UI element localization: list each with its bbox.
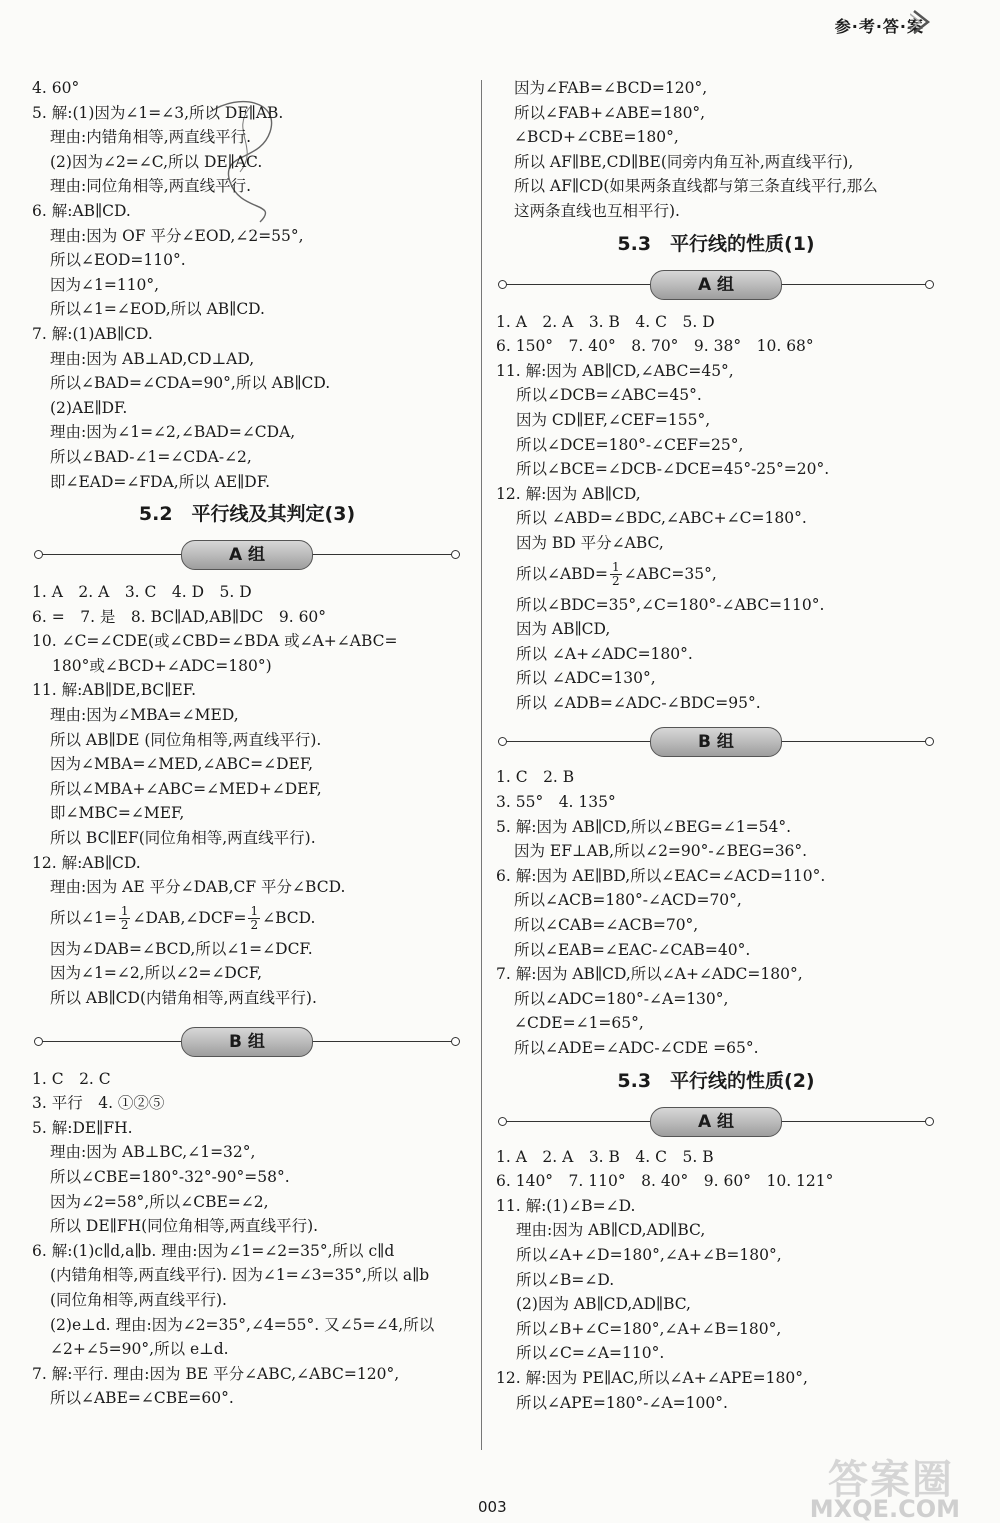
answer-line: 所以∠CBE=180°-32°-90°=58°. (50, 1167, 290, 1186)
answer-line: 所以∠ABE=∠CBE=60°. (50, 1389, 234, 1408)
answer-line: 所以∠DCB=∠ABC=45°. (516, 386, 702, 405)
fraction (610, 561, 622, 588)
answer-line: 所以 AF∥CD(如果两条直线都与第三条直线平行,那么 (514, 177, 878, 196)
answer-line: (2)因为∠2=∠C,所以 DE∥AC. (50, 152, 263, 171)
answer-line: 所以∠1=∠EOD,所以 AB∥CD. (50, 300, 265, 319)
answer-line: 所以∠C=∠A=110°. (516, 1344, 665, 1363)
right-column (496, 76, 936, 1415)
answer-line: 所以∠B+∠C=180°,∠A+∠B=180°, (516, 1319, 782, 1338)
answer-line: 所以 BC∥EF(同位角相等,两直线平行). (50, 829, 316, 848)
answer-line: (2)因为 AB∥CD,AD∥BC, (516, 1295, 691, 1314)
answer-line: 理由:因为∠1=∠2,∠BAD=∠CDA, (50, 423, 296, 442)
answer-line: 所以 ∠ADC=130°, (516, 669, 656, 688)
watermark-url: MXQE.COM (809, 1495, 960, 1523)
fraction-numerator: 1 (612, 560, 620, 574)
answer-line: 即∠EAD=∠FDA,所以 AE∥DF. (50, 472, 270, 491)
answer-line: 所以∠BDC=35°,∠C=180°-∠ABC=110°. (516, 595, 825, 614)
answer-line: 因为∠1=∠2,所以∠2=∠DCF, (50, 964, 262, 983)
text-span: ∠DAB,∠DCF= (132, 908, 247, 927)
answer-line: 理由:因为 AE 平分∠DAB,CF 平分∠BCD. (50, 878, 346, 897)
group-a-banner (496, 1101, 936, 1141)
answer-line: 理由:因为 AB⊥BC,∠1=32°, (50, 1143, 256, 1162)
column-divider (481, 80, 482, 1450)
answer-line: 3. 平行 4. ①②⑤ (32, 1094, 165, 1113)
answer-line: 6. 140° 7. 110° 8. 40° 9. 60° 10. 121° (496, 1172, 834, 1191)
answer-line: 11. 解:(1)∠B=∠D. (496, 1196, 636, 1215)
answer-line: 5. 解:(1)因为∠1=∠3,所以 DE∥AB. (32, 103, 284, 122)
text-span: ∠ABC=35°, (623, 564, 717, 583)
answer-line: 5. 解:因为 AB∥CD,所以∠BEG=∠1=54°. (496, 817, 792, 836)
answer-line: 7. 解:因为 AB∥CD,所以∠A+∠ADC=180°, (496, 965, 803, 984)
answer-line: 所以 AB∥DE (同位角相等,两直线平行). (50, 730, 322, 749)
answer-line: 1. A 2. A 3. C 4. D 5. D (32, 583, 252, 602)
answer-line: 所以∠MBA+∠ABC=∠MED+∠DEF, (50, 779, 322, 798)
answer-line: 所以∠A+∠D=180°,∠A+∠B=180°, (516, 1245, 782, 1264)
answer-line: 12. 解:因为 PE∥AC,所以∠A+∠APE=180°, (496, 1368, 808, 1387)
fraction (248, 905, 260, 932)
answer-line: 所以∠B=∠D. (516, 1270, 615, 1289)
answer-line: 7. 解:(1)AB∥CD. (32, 324, 153, 343)
answer-line: 所以 AB∥CD(内错角相等,两直线平行). (50, 989, 317, 1007)
chevron-right-icon (910, 8, 934, 36)
answer-line: 理由:内错角相等,两直线平行. (50, 128, 252, 147)
answer-line: 所以 ∠ABD=∠BDC,∠ABC+∠C=180°. (516, 509, 807, 528)
answer-line: 6. = 7. 是 8. BC∥AD,AB∥DC 9. 60° (32, 607, 327, 626)
group-label: B 组 (650, 727, 782, 757)
answer-line: 12. 解:AB∥CD. (32, 853, 141, 872)
answer-line: 6. 150° 7. 40° 8. 70° 9. 38° 10. 68° (496, 337, 814, 356)
watermark-logo: 答案圈 (828, 1457, 954, 1503)
answer-line: 因为∠1=110°, (50, 275, 160, 294)
group-b-banner (32, 1021, 462, 1061)
answer-line: 1. C 2. C (32, 1069, 111, 1088)
answer-line: 因为 CD∥EF,∠CEF=155°, (516, 410, 711, 429)
answer-line: 180°或∠BCD+∠ADC=180°) (52, 656, 272, 675)
answer-line: 所以∠ADC=180°-∠A=130°, (514, 989, 729, 1008)
answer-line: 理由:因为 AB∥CD,AD∥BC, (516, 1221, 706, 1240)
answer-line: (同位角相等,两直线平行). (50, 1290, 227, 1309)
section-title: 5.2 平行线及其判定(3) (138, 503, 356, 526)
answer-line: (2)e⊥d. 理由:因为∠2=35°,∠4=55°. 又∠5=∠4,所以 (50, 1315, 435, 1334)
fraction-line (32, 900, 462, 937)
answer-line: 1. A 2. A 3. B 4. C 5. D (496, 312, 715, 331)
answer-line: 5. 解:DE∥FH. (32, 1118, 133, 1137)
answer-line: 所以∠ADE=∠ADC-∠CDE =65°. (514, 1039, 759, 1057)
group-label: A 组 (650, 1107, 782, 1137)
fraction-numerator: 1 (250, 904, 259, 919)
answer-line: 所以∠EAB=∠EAC-∠CAB=40°. (514, 940, 751, 959)
answer-line: 因为∠MBA=∠MED,∠ABC=∠DEF, (50, 755, 314, 774)
answer-line: ∠2+∠5=90°,所以 e⊥d. (50, 1340, 229, 1359)
group-b-banner (496, 721, 936, 761)
fraction-numerator: 1 (120, 904, 129, 919)
answer-line: (2)AE∥DF. (50, 398, 128, 417)
group-label: A 组 (181, 540, 313, 570)
fraction-denominator: 2 (250, 918, 259, 933)
text-span: 所以∠1= (50, 908, 117, 927)
group-label: A 组 (650, 270, 782, 300)
answer-line: 即∠MBC=∠MEF, (50, 804, 185, 823)
answer-line: 3. 55° 4. 135° (496, 793, 616, 812)
page-number: 003 (478, 1498, 507, 1516)
answer-line: 因为 AB∥CD, (516, 620, 611, 639)
answer-line: 因为∠FAB=∠BCD=120°, (514, 79, 708, 97)
answer-line: 所以 ∠A+∠ADC=180°. (516, 644, 693, 663)
fraction-line (496, 556, 936, 593)
answer-line: 10. ∠C=∠CDE(或∠CBD=∠BDA 或∠A+∠ABC= (32, 632, 398, 651)
answer-line: 理由:因为 OF 平分∠EOD,∠2=55°, (50, 226, 304, 245)
answer-line: 4. 60° (32, 79, 80, 97)
answer-line: 6. 解:(1)c∥d,a∥b. 理由:因为∠1=∠2=35°,所以 c∥d (32, 1241, 395, 1260)
section-title: 5.3 平行线的性质(2) (617, 1069, 815, 1092)
answer-line: 理由:同位角相等,两直线平行. (50, 177, 252, 196)
answer-line: 因为∠2=58°,所以∠CBE=∠2, (50, 1192, 269, 1211)
answer-line: 所以∠DCE=180°-∠CEF=25°, (516, 435, 744, 454)
group-label: B 组 (181, 1027, 313, 1057)
answer-line: ∠BCD+∠CBE=180°, (514, 128, 679, 147)
answer-line: 理由:因为 AB⊥AD,CD⊥AD, (50, 349, 255, 368)
answer-line: 1. A 2. A 3. B 4. C 5. B (496, 1147, 714, 1166)
answer-line: 11. 解:AB∥DE,BC∥EF. (32, 681, 196, 700)
group-a-banner (32, 534, 462, 574)
answer-line: 这两条直线也互相平行). (514, 201, 680, 220)
answer-line: 1. C 2. B (496, 768, 575, 787)
answer-line: 因为∠DAB=∠BCD,所以∠1=∠DCF. (50, 939, 313, 958)
left-column (32, 76, 462, 1411)
answer-line: 因为 EF⊥AB,所以∠2=90°-∠BEG=36°. (514, 842, 808, 861)
answer-line: 6. 解:AB∥CD. (32, 201, 131, 220)
fraction (119, 905, 131, 932)
answer-line: ∠CDE=∠1=65°, (514, 1014, 644, 1033)
answer-line: 11. 解:因为 AB∥CD,∠ABC=45°, (496, 361, 734, 380)
answer-line: 12. 解:因为 AB∥CD, (496, 484, 641, 503)
answer-line: 所以 DE∥FH(同位角相等,两直线平行). (50, 1217, 319, 1236)
fraction-denominator: 2 (120, 918, 129, 933)
section-title: 5.3 平行线的性质(1) (617, 232, 815, 255)
answer-line: 所以 AF∥BE,CD∥BE(同旁内角互补,两直线平行), (514, 152, 854, 171)
answer-line: 因为 BD 平分∠ABC, (516, 533, 664, 552)
answer-line: 理由:因为∠MBA=∠MED, (50, 706, 239, 725)
answer-line: (内错角相等,两直线平行). 因为∠1=∠3=35°,所以 a∥b (50, 1266, 430, 1285)
text-span: ∠BCD. (262, 908, 316, 927)
answer-line: 所以∠APE=180°-∠A=100°. (516, 1393, 728, 1412)
answer-line: 7. 解:平行. 理由:因为 BE 平分∠ABC,∠ABC=120°, (32, 1364, 400, 1383)
answer-line: 所以 ∠ADB=∠ADC-∠BDC=95°. (516, 693, 761, 712)
answer-line: 所以∠BAD-∠1=∠CDA-∠2, (50, 447, 252, 466)
answer-line: 所以∠FAB+∠ABE=180°, (514, 103, 706, 122)
fraction-denominator: 2 (612, 574, 620, 588)
page-header-title: 参·考·答·案 (834, 17, 924, 36)
answer-line: 所以∠CAB=∠ACB=70°, (514, 916, 699, 935)
answer-line: 6. 解:因为 AE∥BD,所以∠EAC=∠ACD=110°. (496, 866, 826, 885)
group-a-banner (496, 264, 936, 304)
answer-line: 所以∠EOD=110°. (50, 251, 186, 270)
answer-line: 所以∠BAD=∠CDA=90°,所以 AB∥CD. (50, 374, 331, 393)
answer-line: 所以∠BCE=∠DCB-∠DCE=45°-25°=20°. (516, 460, 830, 479)
answer-line: 所以∠ACB=180°-∠ACD=70°, (514, 891, 742, 910)
text-span: 所以∠ABD= (516, 564, 608, 583)
